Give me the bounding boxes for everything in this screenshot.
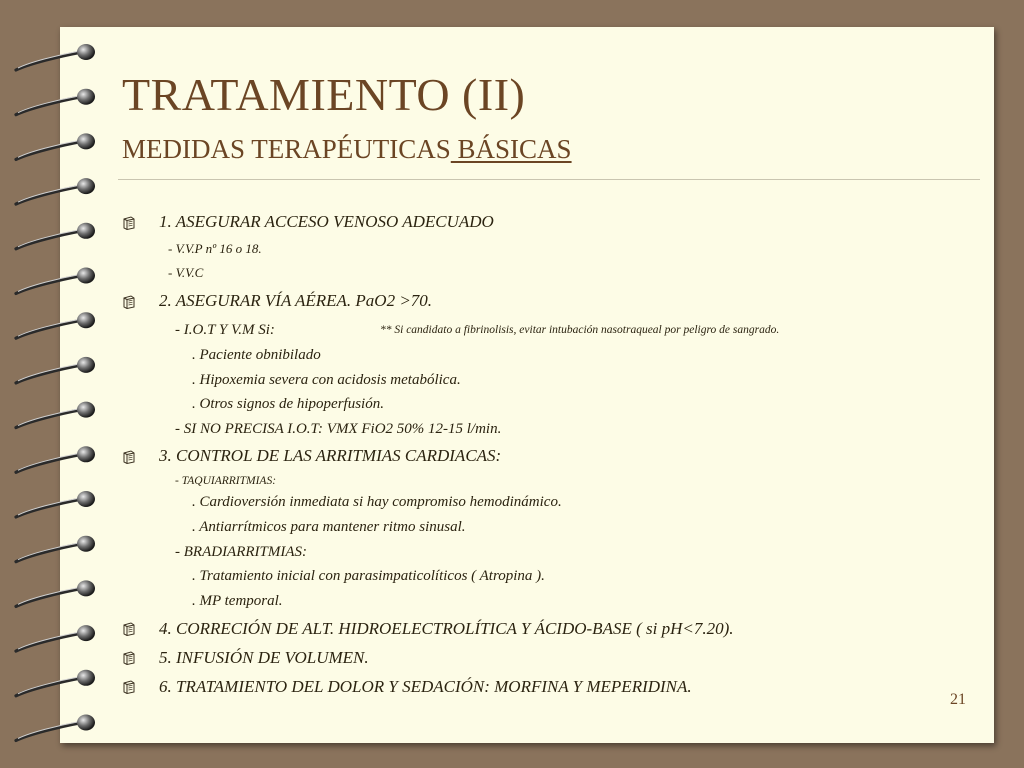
sub-item: - V.V.P nº 16 o 18.	[168, 241, 262, 256]
coil-wire	[16, 320, 82, 338]
sub-sub-item: . Hipoxemia severa con acidosis metabólica.	[192, 372, 461, 388]
sub-item: - I.O.T Y V.M Si:	[175, 322, 275, 338]
coil-wire	[16, 723, 82, 741]
coil-ring	[77, 89, 95, 105]
coil-ring	[77, 312, 95, 328]
coil-ring	[77, 402, 95, 418]
subtitle-plain: MEDIDAS TERAPÉUTICAS	[122, 134, 451, 164]
list-item-6: 6. TRATAMIENTO DEL DOLOR Y SEDACIÓN: MORFINA Y MEPERIDINA.	[159, 677, 692, 696]
coil-ring	[77, 223, 95, 239]
coil-ring	[77, 133, 95, 149]
sub-sub-item: . Paciente obnibilado	[192, 347, 321, 363]
sub-sub-item: . Cardioversión inmediata si hay compromiso hemodinámico.	[192, 494, 562, 510]
list-item-1: 1. ASEGURAR ACCESO VENOSO ADECUADO	[159, 212, 494, 231]
coil-ring	[77, 357, 95, 373]
sub-sub-item: . MP temporal.	[192, 593, 283, 609]
coil-wire	[16, 410, 82, 428]
coil-wire	[16, 544, 82, 562]
coil-wire	[16, 365, 82, 383]
coil-ring	[77, 178, 95, 194]
coil-wire	[16, 52, 82, 70]
coil-ring	[77, 491, 95, 507]
list-item-2: 2. ASEGURAR VÍA AÉREA. PaO2 >70.	[159, 291, 433, 310]
sub-sub-item: . Otros signos de hipoperfusión.	[192, 396, 384, 412]
coil-wire	[16, 633, 82, 651]
book-bullet-icon	[122, 680, 136, 694]
coil-wire	[16, 678, 82, 696]
spiral-binding	[0, 0, 110, 768]
coil-wire	[16, 588, 82, 606]
list-item-3: 3. CONTROL DE LAS ARRITMIAS CARDIACAS:	[159, 446, 502, 465]
sub-item: - BRADIARRITMIAS:	[175, 544, 308, 560]
coil-wire	[16, 231, 82, 249]
book-bullet-icon	[122, 216, 136, 230]
coil-ring	[77, 536, 95, 552]
coil-ring	[77, 715, 95, 731]
book-bullet-icon	[122, 622, 136, 636]
coil-ring	[77, 670, 95, 686]
slide-subtitle	[122, 134, 572, 165]
page-number: 21	[950, 691, 966, 708]
book-bullet-icon	[122, 450, 136, 464]
coil-ring	[77, 44, 95, 60]
coil-ring	[77, 580, 95, 596]
subtitle-underlined: BÁSICAS	[450, 134, 572, 164]
footnote-text: ** Si candidato a fibrinolisis, evitar intubación nasotraqueal por peligro de sangrado.	[380, 324, 780, 336]
list-item-4: 4. CORRECIÓN DE ALT. HIDROELECTROLÍTICA Y ÁCIDO-BASE ( si pH<7.20).	[159, 619, 734, 638]
coil-wire	[16, 499, 82, 517]
coil-ring	[77, 268, 95, 284]
coil-ring	[77, 625, 95, 641]
book-bullet-icon	[122, 651, 136, 665]
coil-wire	[16, 186, 82, 204]
coil-wire	[16, 141, 82, 159]
sub-sub-item: . Antiarrítmicos para mantener ritmo sinusal.	[192, 519, 466, 535]
title-divider	[118, 179, 980, 180]
book-bullet-icon	[122, 295, 136, 309]
coil-ring	[77, 446, 95, 462]
list-item-5: 5. INFUSIÓN DE VOLUMEN.	[159, 648, 369, 667]
coil-wire	[16, 97, 82, 115]
coil-wire	[16, 454, 82, 472]
slide-title: TRATAMIENTO (II)	[122, 69, 526, 120]
sub-item: - V.V.C	[168, 265, 204, 280]
sub-sub-item: . Tratamiento inicial con parasimpaticolíticos ( Atropina ).	[192, 568, 545, 584]
sub-item: - SI NO PRECISA I.O.T: VMX FiO2 50% 12-15 l/min.	[175, 421, 502, 437]
coil-wire	[16, 276, 82, 294]
sub-item: - TAQUIARRITMIAS:	[175, 475, 277, 487]
